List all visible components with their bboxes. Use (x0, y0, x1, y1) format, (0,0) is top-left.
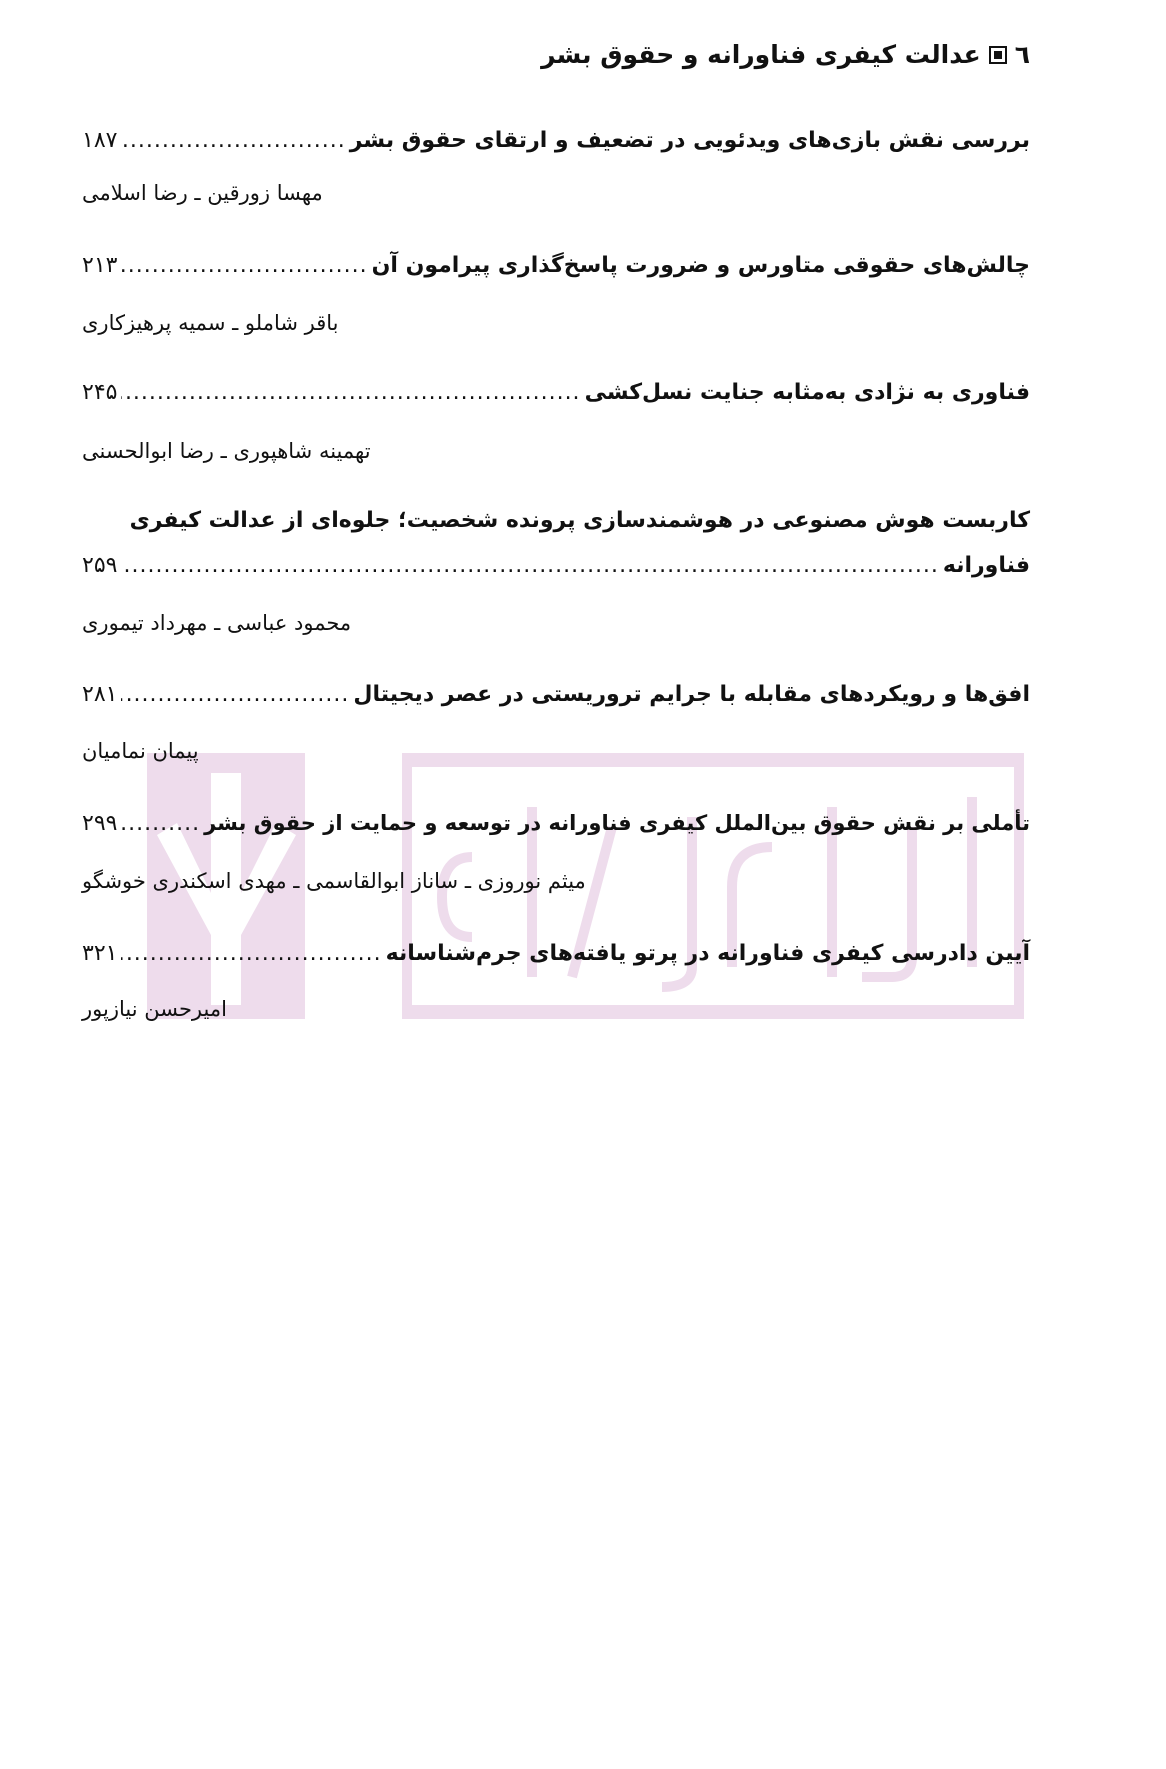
toc-entry-continued[interactable] (82, 553, 1030, 578)
entry-authors: باقر شاملو ـ سمیه پرهیزکاری (82, 311, 339, 335)
entry-authors: محمود عباسی ـ مهرداد تیموری (82, 611, 352, 635)
page-number: ٦ (1014, 40, 1030, 69)
dot-leader (121, 380, 580, 405)
dot-leader (121, 682, 349, 707)
toc-entry[interactable] (82, 128, 1030, 153)
entry-page: ۲۵۹ (82, 553, 118, 578)
toc-entry[interactable] (82, 811, 1030, 836)
entry-title: چالش‌های حقوقی متاورس و ضرورت پاسخ‌گذاری پیرامون آن (371, 253, 1030, 278)
toc-entry[interactable] (82, 508, 1030, 533)
entry-authors: مهسا زورقین ـ رضا اسلامی (82, 181, 323, 205)
running-header (541, 40, 1030, 69)
entry-title-continued: فناورانه (942, 553, 1030, 578)
book-title: عدالت کیفری فناورانه و حقوق بشر (541, 40, 981, 69)
entry-authors: امیرحسن نیازپور (82, 997, 227, 1021)
entry-title: بررسی نقش بازی‌های ویدئویی در تضعیف و ارتقای حقوق بشر (349, 128, 1030, 153)
entry-title: کاربست هوش مصنوعی در هوشمندسازی پرونده شخصیت؛ جلوه‌ای از عدالت کیفری (129, 508, 1030, 533)
dot-leader (121, 253, 367, 278)
dot-leader (121, 941, 381, 966)
entry-page: ۲۹۹ (82, 811, 118, 836)
entry-page: ۱۸۷ (82, 128, 118, 153)
entry-title: آیین دادرسی کیفری فناورانه در پرتو یافته‌های جرم‌شناسانه (385, 941, 1030, 966)
entry-page: ۲۱۳ (82, 253, 118, 278)
entry-page: ۲۸۱ (82, 682, 118, 707)
toc-entry[interactable] (82, 941, 1030, 966)
entry-authors: پیمان نمامیان (82, 739, 199, 763)
entry-authors: میثم نوروزی ـ ساناز ابوالقاسمی ـ مهدی اسکندری خوشگو (82, 869, 586, 893)
toc-entry[interactable] (82, 682, 1030, 707)
entry-title: افق‌ها و رویکردهای مقابله با جرایم تروریستی در عصر دیجیتال (353, 682, 1030, 707)
toc-entry[interactable] (82, 380, 1030, 405)
entry-authors: تهمینه شاهپوری ـ رضا ابوالحسنی (82, 439, 371, 463)
toc-entry[interactable] (82, 253, 1030, 278)
entry-title: تأملی بر نقش حقوق بین‌الملل کیفری فناورانه در توسعه و حمایت از حقوق بشر (204, 811, 1030, 835)
entry-page: ۳۲۱ (82, 941, 118, 966)
dot-leader (121, 553, 938, 578)
dot-leader (121, 811, 200, 836)
entry-page: ۲۴۵ (82, 380, 118, 405)
square-bullet-icon (989, 46, 1007, 64)
entry-title: فناوری به نژادی به‌مثابه جنایت نسل‌کشی (584, 380, 1030, 405)
dot-leader (121, 128, 345, 153)
